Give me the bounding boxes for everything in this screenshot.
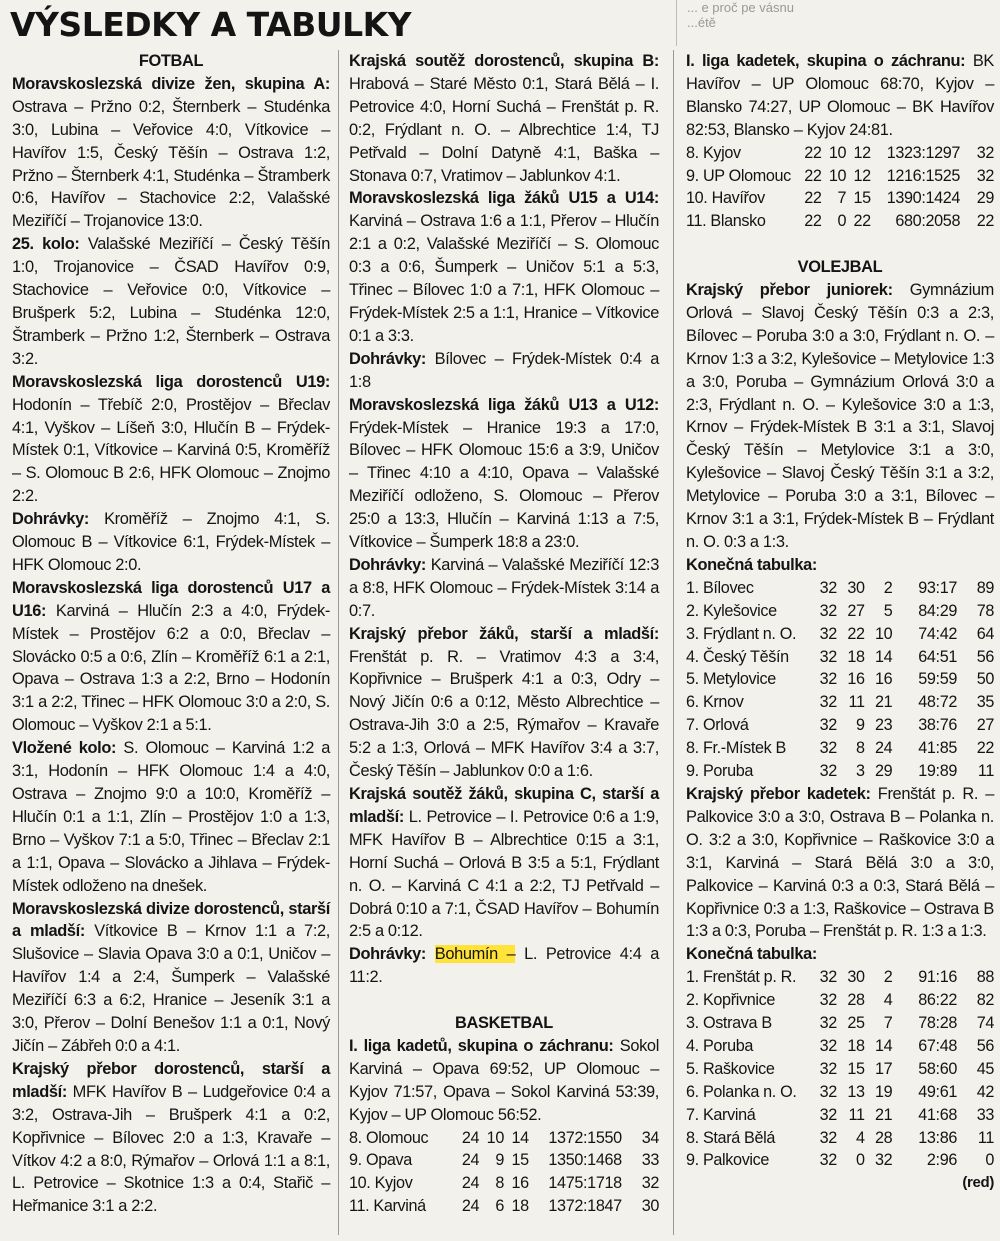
table-row	[686, 646, 994, 669]
stat-cell: 10	[828, 143, 847, 162]
table-row	[349, 1127, 659, 1150]
stat-cell: 27	[847, 601, 865, 620]
team-cell: 9. UP Olomouc	[686, 166, 791, 185]
stat-cell: 10	[875, 624, 893, 643]
stat-cell: 9	[495, 1151, 504, 1170]
team-cell: 10. Kyjov	[349, 1174, 413, 1193]
results-text: BK Havířov – UP Olomouc 68:70, Kyjov – Blansko 74:27, UP Olomouc – BK Havířov 82:53, Blansko – Kyjov 24:81.	[686, 52, 994, 139]
stat-cell: 15	[511, 1151, 529, 1170]
stat-cell: 22	[976, 739, 994, 758]
stat-cell: 3	[855, 762, 865, 781]
stat-cell: 4	[883, 991, 893, 1010]
result-paragraph	[349, 1035, 659, 1127]
stat-cell: 32	[819, 578, 837, 597]
stat-cell: 1372:1847	[548, 1197, 622, 1216]
team-cell: 9. Opava	[349, 1151, 412, 1170]
table-row	[686, 1012, 994, 1035]
stat-cell: 28	[875, 1128, 893, 1147]
results-text: MFK Havířov B – Ludgeřovice 0:4 a 3:2, Ostrava-Jih – Brušperk 4:1 a 0:2, Kopřivnice – Bílovec 2:0 a 1:3, Kravaře – Vítkov 4:2 a 8:0, Rýmařov – Orlová 1:1 a 8:1, L. Petrovice – Skotnice 1:3 a 0:4, Stařič – Heřmanice 3:1 a 2:2.	[12, 1082, 330, 1216]
results-text: Vítkovice B – Krnov 1:1 a 7:2, Slušovice – Slavia Opava 3:0 a 0:1, Uničov – Havířov 1:4 a 2:4, Šumperk – Valašské Meziříčí 6:3 a 6:2, Hranice – Jeseník 3:1 a 3:0, Přerov – Dolní Benešov 1:1 a 0:1, Nový Jičín – Zábřeh 0:0 a 4:1.	[12, 922, 330, 1055]
stat-cell: 13	[847, 1082, 865, 1101]
stat-cell: 0	[837, 212, 847, 231]
result-paragraph	[12, 508, 330, 577]
highlighted-text: Bohumín –	[434, 945, 516, 964]
stat-cell: 58:60	[918, 1059, 958, 1078]
result-paragraph	[686, 279, 994, 554]
results-text: Bílovec – Frýdek-Místek 0:4 a 1:8	[349, 349, 659, 391]
results-text: L. Petrovice – I. Petrovice 0:6 a 1:9, MFK Havířov B – Albrechtice 0:15 a 3:1, Horní Suchá – Orlová B 3:5 a 5:1, Frýdlant n. O. – Karviná C 4:1 a 2:2, TJ Petřvald – Dobrá 0:10 a 7:1, ČSAD Havířov – Bohumín 2:5 a 0:12.	[349, 807, 659, 941]
table-row	[686, 142, 994, 165]
team-cell: 9. Poruba	[686, 762, 754, 781]
competition-heading: Moravskoslezská liga žáků U15 a U14:	[349, 189, 659, 208]
stat-cell: 14	[511, 1128, 529, 1147]
stat-cell: 29	[875, 762, 893, 781]
stat-cell: 10	[486, 1128, 504, 1147]
competition-heading: Vložené kolo:	[12, 739, 117, 758]
stat-cell: 33	[976, 1105, 994, 1124]
team-cell: 4. Český Těšín	[686, 647, 789, 666]
team-cell: 7. Orlová	[686, 716, 749, 735]
section-title-basketbal: BASKETBAL	[455, 1014, 553, 1033]
result-paragraph	[12, 577, 330, 737]
team-cell: 9. Palkovice	[686, 1151, 770, 1170]
stat-cell: 32	[819, 670, 837, 689]
team-cell: 7. Karviná	[686, 1105, 756, 1124]
stat-cell: 78	[976, 601, 994, 620]
stat-cell: 11	[977, 762, 994, 781]
competition-heading: Dohrávky:	[349, 349, 427, 368]
results-text: Ostrava – Pržno 0:2, Šternberk – Studénka 3:0, Lubina – Veřovice 4:0, Vítkovice – Havířov 1:5, Český Těšín – Ostrava 1:2, Pržno – Šternberk 4:1, Studénka – Štramberk 0:6, Havířov – Stachovice 2:2, Valašské Meziříčí – Trojanovice 13:0.	[12, 97, 330, 231]
stat-cell: 13:86	[918, 1128, 958, 1147]
results-text: Karviná – Hlučín 2:3 a 4:0, Frýdek-Místek – Prostějov 6:2 a 0:0, Břeclav – Slovácko 0:5 a 0:6, Zlín – Kroměříž 6:1 a 2:1, Opava – Ostrava 1:3 a 2:2, Brno – Hodonín 3:1 a 2:2, Třinec – HFK Olomouc 3:0 a 2:0, S. Olomouc – Vyškov 2:1 a 5:1.	[12, 601, 330, 735]
stat-cell: 32	[641, 1174, 659, 1193]
stat-cell: 18	[511, 1197, 529, 1216]
stat-cell: 15	[847, 1059, 865, 1078]
competition-heading: Krajský přebor juniorek:	[686, 281, 893, 300]
results-text: Frenštát p. R. – Palkovice 3:0 a 3:0, Ostrava B – Polanka n. O. 3:2 a 3:0, Kopřivnice – Raškovice 3:0 a 3:1, Karviná – Stará Bělá 3:0 a 3:0, Palkovice – Karviná 0:3 a 0:3, Stará Bělá – Kopřivnice 0:3 a 1:3, Raškovice – Ostrava B 1:3 a 0:3, Poruba – Frenštát p. R. 1:3 a 1:3.	[686, 784, 994, 941]
column-divider	[338, 50, 339, 1235]
results-text: Karviná – Valašské Meziříčí 12:3 a 8:8, HFK Olomouc – Frýdek-Místek 3:14 a 0:7.	[349, 555, 659, 620]
stat-cell: 680:2058	[895, 212, 961, 231]
stat-cell: 22	[853, 212, 871, 231]
stat-cell: 22	[804, 143, 822, 162]
team-cell: 6. Krnov	[686, 693, 744, 712]
competition-heading: Krajský přebor žáků, starší a mladší:	[349, 624, 659, 643]
stat-cell: 1350:1468	[548, 1151, 622, 1170]
stat-cell: 56	[976, 1036, 994, 1055]
stat-cell: 1216:1525	[886, 166, 961, 185]
team-cell: 6. Polanka n. O.	[686, 1082, 797, 1101]
stat-cell: 56	[976, 647, 994, 666]
stat-cell: 18	[847, 1036, 865, 1055]
result-paragraph	[686, 50, 994, 142]
stat-cell: 17	[875, 1059, 893, 1078]
table-label: Konečná tabulka:	[686, 945, 818, 964]
stat-cell: 32	[819, 647, 837, 666]
stat-cell: 2	[883, 968, 893, 987]
stat-cell: 21	[875, 693, 893, 712]
results-list	[12, 73, 330, 1218]
stat-cell: 32	[819, 1059, 837, 1078]
stat-cell: 32	[819, 991, 837, 1010]
results-text: Hodonín – Třebíč 2:0, Prostějov – Břeclav 4:1, Vyškov – Líšeň 3:0, Hlučín B – Frýdek-Místek 0:1, Vítkovice – Karviná 0:5, Kroměříž – S. Olomouc B 2:6, HFK Olomouc – Znojmo 2:2.	[12, 395, 330, 506]
stat-cell: 50	[976, 670, 994, 689]
stat-cell: 4	[855, 1128, 865, 1147]
results-text: Frýdek-Místek – Hranice 19:3 a 17:0, Bílovec – HFK Olomouc 15:6 a 3:9, Uničov – Třinec 4:10 a 4:10, Opava – Valašské Meziříčí odloženo, S. Olomouc – Přerov 25:0 a 13:3, Hlučín – Karviná 1:13 a 7:5, Vítkovice – Šumperk 18:8 a 23:0.	[349, 418, 659, 552]
results-text: S. Olomouc – Karviná 1:2 a 3:1, Hodonín – HFK Olomouc 1:4 a 4:0, Ostrava – Znojmo 9:0 a 10:0, Kroměříž – Hlučín 0:1 a 1:1, Zlín – Prostějov 1:0 a 1:3, Brno – Vyškov 7:1 a 5:0, Třinec – Břeclav 2:1 a 1:1, Opava – Slovácko a Jihlava – Frýdek-Místek odloženo na dnešek.	[12, 739, 331, 895]
stat-cell: 45	[976, 1059, 994, 1078]
stat-cell: 6	[495, 1197, 504, 1216]
results-text: Karviná – Ostrava 1:6 a 1:1, Přerov – Hlučín 2:1 a 0:2, Valašské Meziříčí – S. Olomouc 0:3 a 0:6, Šumperk – Uničov 5:1 a 5:3, Třinec – Bílovec 1:0 a 7:1, HFK Olomouc – Frýdek-Místek 2:5 a 1:1, Hranice – Vítkovice 0:1 a 3:3.	[349, 212, 659, 345]
table-row	[686, 966, 994, 989]
team-cell: 8. Stará Bělá	[686, 1128, 776, 1147]
table-row	[686, 1081, 994, 1104]
stat-cell: 0	[855, 1151, 865, 1170]
stat-cell: 32	[819, 1151, 837, 1170]
stat-cell: 93:17	[918, 578, 958, 597]
result-paragraph	[349, 783, 659, 943]
stat-cell: 2:96	[926, 1151, 958, 1170]
team-cell: 2. Kylešovice	[686, 601, 777, 620]
stat-cell: 82	[976, 991, 994, 1010]
adjacent-article-fragment: ... e proč pe vásnu ...étě	[676, 0, 1000, 46]
stat-cell: 10	[828, 166, 847, 185]
team-cell: 8. Olomouc	[349, 1128, 429, 1147]
spacer	[349, 989, 659, 1012]
standings-table	[686, 142, 994, 234]
team-cell: 11. Blansko	[686, 212, 766, 231]
stat-cell: 7	[837, 189, 847, 208]
stat-cell: 78:28	[918, 1014, 958, 1033]
stat-cell: 49:61	[918, 1082, 958, 1101]
stat-cell: 32	[819, 1014, 837, 1033]
stat-cell: 11	[848, 1105, 865, 1124]
result-paragraph	[12, 737, 330, 897]
table-row	[686, 714, 994, 737]
stat-cell: 1323:1297	[886, 143, 961, 162]
competition-heading: Moravskoslezská divize dorostenců, starší a mladší:	[12, 899, 330, 941]
stat-cell: 23	[875, 716, 893, 735]
stat-cell: 32	[819, 601, 837, 620]
stat-cell: 8	[855, 739, 865, 758]
stat-cell: 59:59	[918, 670, 958, 689]
column-football-1	[12, 50, 330, 1218]
stat-cell: 11	[977, 1128, 994, 1147]
stat-cell: 19:89	[918, 762, 958, 781]
stat-cell: 30	[847, 578, 865, 597]
stat-cell: 27	[976, 716, 994, 735]
stat-cell: 32	[819, 693, 837, 712]
table-row	[686, 210, 994, 233]
competition-heading: I. liga kadetek, skupina o záchranu:	[686, 52, 966, 70]
team-cell: 5. Raškovice	[686, 1059, 775, 1078]
stat-cell: 22	[847, 624, 865, 643]
stat-cell: 14	[875, 647, 893, 666]
competition-heading: Moravskoslezská liga žáků U13 a U12:	[349, 395, 659, 414]
stat-cell: 1372:1550	[548, 1128, 622, 1147]
standings-table	[349, 1127, 659, 1219]
result-paragraph	[12, 1058, 330, 1218]
result-paragraph	[349, 943, 659, 989]
stat-cell: 32	[875, 1151, 893, 1170]
stat-cell: 38:76	[918, 716, 958, 735]
stat-cell: 32	[976, 143, 994, 162]
stat-cell: 33	[641, 1151, 659, 1170]
competition-heading: Krajská soutěž dorostenců, skupina B:	[349, 52, 659, 70]
results-text: Valašské Meziříčí – Český Těšín 1:0, Trojanovice – ČSAD Havířov 0:9, Stachovice – Veřovice 0:0, Vítkovice – Brušperk 5:2, Lubina – Studénka 12:0, Štramberk – Pržno 1:2, Šternberk – Ostrava 3:2.	[12, 235, 331, 368]
page-title: VÝSLEDKY A TABULKY	[10, 5, 412, 44]
stat-cell: 14	[875, 1036, 893, 1055]
results-text: Frenštát p. R. – Vratimov 4:3 a 3:4, Kopřivnice – Brušperk 4:1 a 0:3, Odry – Nový Jičín 0:6 a 0:12, Město Albrechtice – Ostrava-Jih 3:0 a 2:5, Rýmařov – Kravaře 5:2 a 1:3, Orlová – MFK Havířov 3:4 a 3:7, Český Těšín – Jablunkov 0:0 a 1:6.	[349, 647, 659, 781]
stat-cell: 0	[985, 1151, 994, 1170]
stat-cell: 67:48	[918, 1036, 958, 1055]
result-paragraph	[349, 187, 659, 347]
table-row	[686, 577, 994, 600]
stat-cell: 30	[641, 1197, 659, 1216]
table-row	[686, 1035, 994, 1058]
stat-cell: 12	[853, 166, 871, 185]
section-title-volejbal: VOLEJBAL	[797, 258, 883, 277]
result-paragraph	[12, 898, 330, 1058]
spacer	[686, 233, 994, 256]
result-paragraph	[349, 50, 659, 187]
section-title-fotbal: FOTBAL	[138, 52, 204, 70]
stat-cell: 21	[875, 1105, 893, 1124]
result-paragraph	[349, 348, 659, 394]
stat-cell: 35	[976, 693, 994, 712]
results-text: Hrabová – Staré Město 0:1, Stará Bělá – I. Petrovice 4:0, Horní Suchá – Frenštát p. R. 0:2, Frýdlant n. O. – Albrechtice 1:4, TJ Petřvald – Dolní Datyně 4:1, Baška – Stonava 0:7, Vratimov – Jablunkov 4:1.	[349, 74, 659, 185]
team-cell: 3. Frýdlant n. O.	[686, 624, 797, 643]
stat-cell: 2	[883, 578, 893, 597]
competition-heading: Dohrávky:	[12, 510, 90, 529]
team-cell: 11. Karviná	[349, 1197, 426, 1216]
table-row	[349, 1149, 659, 1172]
stat-cell: 24	[461, 1174, 480, 1193]
stat-cell: 48:72	[918, 693, 958, 712]
stat-cell: 24	[461, 1128, 480, 1147]
stat-cell: 86:22	[918, 991, 958, 1010]
stat-cell: 1475:1718	[548, 1174, 622, 1193]
stat-cell: 22	[804, 166, 822, 185]
stat-cell: 41:85	[918, 739, 958, 758]
stat-cell: 24	[461, 1197, 480, 1216]
result-paragraph	[12, 371, 330, 508]
table-label: Konečná tabulka:	[686, 555, 818, 574]
stat-cell: 42	[976, 1082, 994, 1101]
competition-heading: I. liga kadetů, skupina o záchranu:	[349, 1036, 614, 1055]
table-row	[349, 1195, 659, 1218]
results-text	[426, 945, 435, 963]
author-credit: (red)	[962, 1174, 994, 1192]
stat-cell: 74:42	[918, 624, 958, 643]
stat-cell: 22	[976, 212, 994, 231]
stat-cell: 11	[848, 693, 865, 712]
stat-cell: 32	[976, 166, 994, 185]
results-text: Gymnázium Orlová – Slavoj Český Těšín 0:3 a 2:3, Bílovec – Poruba 3:0 a 3:0, Frýdlant n. O. – Krnov 1:3 a 3:2, Kylešovice – Metylovice 1:3 a 3:0, Poruba – Gymnázium Orlová 3:0 a 2:3, Frýdlant n. O. – Kylešovice 3:0 a 1:3, Krnov – Frýdek-Místek B 3:1 a 3:1, Slavoj Český Těšín – Metylovice 3:1 a 3:0, Kylešovice – Slavoj Český Těšín 3:1 a 3:2, Metylovice – Poruba 3:0 a 3:1, Bílovec – Krnov 3:1 a 3:1, Frýdek-Místek B – Frýdlant n. O. 0:3 a 1:3.	[686, 281, 994, 552]
stat-cell: 8	[495, 1174, 504, 1193]
table-row	[686, 187, 994, 210]
stat-cell: 15	[853, 189, 871, 208]
stat-cell: 32	[819, 1036, 837, 1055]
team-cell: 1. Frenštát p. R.	[686, 968, 797, 987]
standings-table	[686, 966, 994, 1172]
stat-cell: 18	[847, 647, 865, 666]
competition-heading: Krajská soutěž žáků, skupina C, starší a mladší:	[349, 785, 659, 826]
table-row	[686, 1127, 994, 1150]
stat-cell: 16	[511, 1174, 529, 1193]
stat-cell: 28	[847, 991, 865, 1010]
column-football-2	[349, 50, 659, 1218]
stat-cell: 64:51	[918, 647, 958, 666]
result-paragraph	[686, 783, 994, 943]
competition-heading: Krajský přebor dorostenců, starší a mladší:	[12, 1059, 330, 1101]
stat-cell: 88	[976, 968, 994, 987]
stat-cell: 22	[804, 189, 822, 208]
column-basket-volleyball	[686, 50, 994, 1195]
stat-cell: 32	[819, 739, 837, 758]
table-row	[686, 1104, 994, 1127]
result-paragraph	[349, 554, 659, 623]
team-cell: 8. Kyjov	[686, 143, 741, 162]
team-cell: 8. Fr.-Místek B	[686, 739, 786, 758]
standings-table	[686, 577, 994, 783]
table-row	[686, 165, 994, 188]
stat-cell: 5	[883, 601, 893, 620]
team-cell: 3. Ostrava B	[686, 1014, 772, 1033]
stat-cell: 29	[976, 189, 994, 208]
results-text: Sokol Karviná – Opava 69:52, UP Olomouc – Kyjov 71:57, Opava – Sokol Karviná 53:39, Kyjov – UP Olomouc 56:52.	[349, 1036, 659, 1124]
competition-heading: Dohrávky:	[349, 555, 427, 574]
stat-cell: 25	[847, 1014, 865, 1033]
table-row	[686, 989, 994, 1012]
competition-heading: 25. kolo:	[12, 235, 80, 254]
stat-cell: 34	[641, 1128, 659, 1147]
stat-cell: 91:16	[918, 968, 958, 987]
stat-cell: 32	[819, 624, 837, 643]
table-row	[686, 623, 994, 646]
results-text: Kroměříž – Znojmo 4:1, S. Olomouc B – Vítkovice 6:1, Frýdek-Místek – HFK Olomouc 2:0.	[12, 510, 330, 574]
table-row	[686, 737, 994, 760]
competition-heading: Moravskoslezská liga dorostenců U19:	[12, 372, 330, 391]
stat-cell: 22	[804, 212, 822, 231]
stat-cell: 32	[819, 716, 837, 735]
team-cell: 5. Metylovice	[686, 670, 776, 689]
stat-cell: 12	[853, 143, 871, 162]
stat-cell: 24	[461, 1151, 480, 1170]
stat-cell: 74	[976, 1014, 994, 1033]
stat-cell: 32	[819, 1105, 837, 1124]
result-paragraph	[12, 73, 330, 233]
result-paragraph	[12, 233, 330, 370]
result-paragraph	[349, 623, 659, 783]
stat-cell: 9	[855, 716, 865, 735]
stat-cell: 89	[976, 578, 994, 597]
stat-cell: 32	[819, 968, 837, 987]
stat-cell: 64	[976, 624, 994, 643]
team-cell: 1. Bílovec	[686, 578, 754, 597]
stat-cell: 16	[875, 670, 893, 689]
competition-heading: Krajský přebor kadetek:	[686, 784, 871, 803]
team-cell: 10. Havířov	[686, 189, 765, 208]
table-row	[686, 1149, 994, 1172]
results-text: L. Petrovice 4:4 a 11:2.	[349, 945, 659, 987]
competition-heading: Dohrávky:	[349, 945, 427, 964]
stat-cell: 16	[847, 670, 865, 689]
competition-heading: Moravskoslezská divize žen, skupina A:	[12, 74, 330, 93]
table-row	[686, 668, 994, 691]
stat-cell: 1390:1424	[886, 189, 961, 208]
stat-cell: 32	[819, 1082, 837, 1101]
table-row	[686, 1058, 994, 1081]
stat-cell: 41:68	[918, 1105, 958, 1124]
table-row	[686, 691, 994, 714]
team-cell: 2. Kopřivnice	[686, 991, 776, 1010]
stat-cell: 30	[847, 968, 865, 987]
result-paragraph	[349, 394, 659, 554]
stat-cell: 32	[819, 1128, 837, 1147]
stat-cell: 19	[875, 1082, 893, 1101]
competition-heading: Moravskoslezská liga dorostenců U17 a U16:	[12, 578, 330, 620]
table-row	[686, 760, 994, 783]
stat-cell: 32	[819, 762, 837, 781]
column-divider	[673, 50, 674, 1235]
stat-cell: 7	[883, 1014, 893, 1033]
stat-cell: 84:29	[918, 601, 958, 620]
team-cell: 4. Poruba	[686, 1036, 754, 1055]
stat-cell: 24	[875, 739, 893, 758]
table-row	[686, 600, 994, 623]
results-list	[349, 50, 659, 989]
table-row	[349, 1172, 659, 1195]
